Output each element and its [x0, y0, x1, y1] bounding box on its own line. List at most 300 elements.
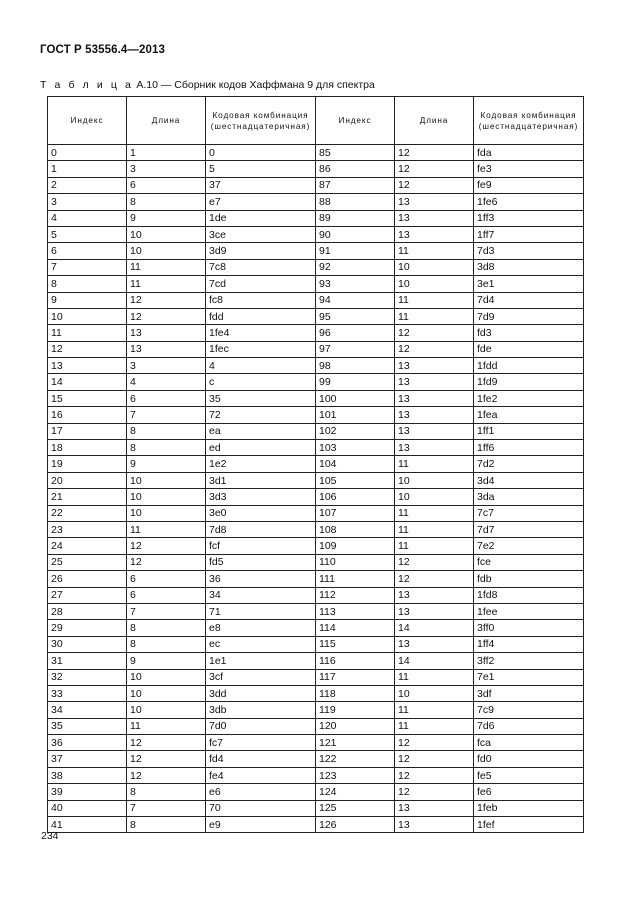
table-cell: 1fec [206, 341, 316, 357]
table-cell: 36 [206, 571, 316, 587]
table-row [48, 259, 584, 275]
table-cell: 13 [395, 603, 474, 619]
column-header-index: Индекс [316, 97, 395, 145]
table-cell: 1e1 [206, 653, 316, 669]
table-cell: fdd [206, 308, 316, 324]
table-cell: 28 [48, 603, 127, 619]
table-cell: 8 [127, 423, 206, 439]
table-cell: 7d0 [206, 718, 316, 734]
table-cell: 7d4 [474, 292, 584, 308]
table-cell: 8 [127, 620, 206, 636]
table-cell: 10 [395, 276, 474, 292]
table-cell: 13 [127, 325, 206, 341]
table-cell: 1feb [474, 800, 584, 816]
table-cell: 7d6 [474, 718, 584, 734]
table-row [48, 308, 584, 324]
table-row [48, 603, 584, 619]
table-cell: 3d4 [474, 472, 584, 488]
table-cell: 87 [316, 177, 395, 193]
table-cell: 3 [127, 358, 206, 374]
table-cell: 12 [127, 292, 206, 308]
table-caption-text: А.10 — Сборник кодов Хаффмана 9 для спектра [133, 79, 375, 91]
table-row [48, 374, 584, 390]
table-cell: fda [474, 145, 584, 161]
table-cell: 11 [395, 521, 474, 537]
table-cell: 12 [395, 571, 474, 587]
table-cell: 12 [127, 735, 206, 751]
table-cell: 9 [127, 456, 206, 472]
table-cell: 3d1 [206, 472, 316, 488]
table-cell: 126 [316, 817, 395, 833]
table-cell: 11 [395, 718, 474, 734]
table-cell: 95 [316, 308, 395, 324]
table-cell: fc7 [206, 735, 316, 751]
table-cell: 6 [127, 390, 206, 406]
column-header-index: Индекс [48, 97, 127, 145]
table-row [48, 407, 584, 423]
table-row [48, 554, 584, 570]
table-cell: 12 [127, 308, 206, 324]
table-cell: 7 [48, 259, 127, 275]
table-cell: 4 [127, 374, 206, 390]
table-cell: 1fd9 [474, 374, 584, 390]
table-row [48, 767, 584, 783]
table-cell: 4 [48, 210, 127, 226]
table-row [48, 161, 584, 177]
table-cell: e6 [206, 784, 316, 800]
table-cell: 8 [127, 784, 206, 800]
table-cell: 103 [316, 440, 395, 456]
huffman-code-table [47, 96, 584, 833]
table-cell: 7d9 [474, 308, 584, 324]
table-cell: e8 [206, 620, 316, 636]
table-cell: 7 [127, 603, 206, 619]
table-cell: 1 [127, 145, 206, 161]
table-cell: 102 [316, 423, 395, 439]
table-cell: 124 [316, 784, 395, 800]
table-cell: 12 [395, 145, 474, 161]
table-cell: 90 [316, 226, 395, 242]
table-cell: 97 [316, 341, 395, 357]
table-cell: 120 [316, 718, 395, 734]
table-cell: 3d8 [474, 259, 584, 275]
table-row [48, 702, 584, 718]
table-cell: 7d3 [474, 243, 584, 259]
table-cell: 116 [316, 653, 395, 669]
table-cell: 8 [127, 440, 206, 456]
table-cell: 117 [316, 669, 395, 685]
table-cell: 86 [316, 161, 395, 177]
table-cell: 94 [316, 292, 395, 308]
table-cell: 15 [48, 390, 127, 406]
table-cell: 12 [395, 735, 474, 751]
table-cell: 10 [395, 472, 474, 488]
table-cell: 3 [48, 194, 127, 210]
table-cell: 13 [395, 194, 474, 210]
table-cell: 89 [316, 210, 395, 226]
table-row [48, 587, 584, 603]
table-cell: 1fea [474, 407, 584, 423]
table-cell: 7d2 [474, 456, 584, 472]
table-row [48, 325, 584, 341]
table-cell: 32 [48, 669, 127, 685]
table-cell: 41 [48, 817, 127, 833]
table-caption-label: Т а б л и ц а [40, 79, 134, 91]
table-cell: 113 [316, 603, 395, 619]
table-cell: 24 [48, 538, 127, 554]
table-cell: fc8 [206, 292, 316, 308]
table-cell: fd4 [206, 751, 316, 767]
table-cell: 7 [127, 800, 206, 816]
table-cell: 12 [395, 554, 474, 570]
table-cell: 123 [316, 767, 395, 783]
table-cell: 10 [127, 702, 206, 718]
table-cell: 12 [395, 161, 474, 177]
table-cell: 13 [395, 358, 474, 374]
table-cell: 12 [127, 538, 206, 554]
table-cell: 1fe6 [474, 194, 584, 210]
table-cell: 27 [48, 587, 127, 603]
table-cell: 13 [48, 358, 127, 374]
table-cell: fcf [206, 538, 316, 554]
table-cell: 1fe4 [206, 325, 316, 341]
table-cell: 40 [48, 800, 127, 816]
table-cell: 10 [127, 669, 206, 685]
table-cell: 6 [127, 587, 206, 603]
table-cell: ed [206, 440, 316, 456]
table-cell: 4 [206, 358, 316, 374]
table-cell: 10 [395, 489, 474, 505]
table-row [48, 489, 584, 505]
table-cell: 1fd8 [474, 587, 584, 603]
table-cell: 9 [127, 653, 206, 669]
table-cell: 6 [127, 177, 206, 193]
table-cell: 37 [206, 177, 316, 193]
table-row [48, 636, 584, 652]
table-cell: 1e2 [206, 456, 316, 472]
table-cell: 12 [127, 554, 206, 570]
table-cell: 0 [206, 145, 316, 161]
table-cell: 16 [48, 407, 127, 423]
table-cell: e9 [206, 817, 316, 833]
table-cell: 34 [206, 587, 316, 603]
table-cell: 13 [395, 226, 474, 242]
table-cell: 10 [395, 685, 474, 701]
table-row [48, 571, 584, 587]
table-cell: 98 [316, 358, 395, 374]
table-row [48, 505, 584, 521]
table-cell: 11 [127, 521, 206, 537]
table-cell: 11 [395, 702, 474, 718]
table-cell: 21 [48, 489, 127, 505]
table-cell: fca [474, 735, 584, 751]
table-cell: 30 [48, 636, 127, 652]
table-cell: 8 [48, 276, 127, 292]
table-cell: 9 [127, 210, 206, 226]
table-row [48, 276, 584, 292]
table-cell: 12 [395, 177, 474, 193]
table-cell: 7d8 [206, 521, 316, 537]
table-cell: 12 [127, 751, 206, 767]
table-cell: 3ff2 [474, 653, 584, 669]
table-cell: 11 [127, 276, 206, 292]
table-cell: 106 [316, 489, 395, 505]
table-cell: 1 [48, 161, 127, 177]
table-cell: 7c7 [474, 505, 584, 521]
table-cell: ea [206, 423, 316, 439]
table-cell: 125 [316, 800, 395, 816]
table-cell: fe6 [474, 784, 584, 800]
table-row [48, 341, 584, 357]
table-cell: 18 [48, 440, 127, 456]
table-cell: 1ff1 [474, 423, 584, 439]
table-cell: 37 [48, 751, 127, 767]
table-row [48, 194, 584, 210]
table-row [48, 243, 584, 259]
table-cell: 3dd [206, 685, 316, 701]
table-cell: 3e0 [206, 505, 316, 521]
table-cell: 34 [48, 702, 127, 718]
table-cell: 36 [48, 735, 127, 751]
table-row [48, 817, 584, 833]
table-cell: fde [474, 341, 584, 357]
table-row [48, 390, 584, 406]
table-cell: 11 [395, 243, 474, 259]
table-cell: 6 [127, 571, 206, 587]
table-cell: fd0 [474, 751, 584, 767]
table-cell: 1fe2 [474, 390, 584, 406]
table-cell: 1fef [474, 817, 584, 833]
table-cell: 13 [395, 423, 474, 439]
table-cell: 11 [395, 669, 474, 685]
table-cell: 13 [395, 587, 474, 603]
table-row [48, 685, 584, 701]
column-header-codeword: Кодовая комбинация (шестнадцатеричная) [474, 97, 584, 145]
table-row [48, 423, 584, 439]
table-cell: 1ff6 [474, 440, 584, 456]
table-cell: 13 [395, 817, 474, 833]
column-header-length: Длина [127, 97, 206, 145]
table-cell: fdb [474, 571, 584, 587]
table-cell: 38 [48, 767, 127, 783]
table-cell: fce [474, 554, 584, 570]
table-cell: 88 [316, 194, 395, 210]
table-row [48, 784, 584, 800]
table-cell: 7cd [206, 276, 316, 292]
table-cell: 115 [316, 636, 395, 652]
table-cell: 92 [316, 259, 395, 275]
column-header-codeword: Кодовая комбинация (шестнадцатеричная) [206, 97, 316, 145]
table-cell: 31 [48, 653, 127, 669]
table-cell: 3 [127, 161, 206, 177]
table-cell: 122 [316, 751, 395, 767]
table-cell: 3ce [206, 226, 316, 242]
table-cell: 13 [395, 390, 474, 406]
table-cell: 12 [127, 767, 206, 783]
table-cell: 11 [395, 505, 474, 521]
table-cell: 39 [48, 784, 127, 800]
table-cell: 121 [316, 735, 395, 751]
table-cell: 101 [316, 407, 395, 423]
table-cell: 10 [127, 472, 206, 488]
table-cell: 13 [395, 407, 474, 423]
table-cell: 19 [48, 456, 127, 472]
table-cell: 8 [127, 636, 206, 652]
table-cell: 111 [316, 571, 395, 587]
table-cell: 12 [395, 751, 474, 767]
table-cell: 22 [48, 505, 127, 521]
table-cell: 29 [48, 620, 127, 636]
table-cell: 72 [206, 407, 316, 423]
table-cell: 1ff4 [474, 636, 584, 652]
table-cell: 20 [48, 472, 127, 488]
table-row [48, 751, 584, 767]
table-cell: 107 [316, 505, 395, 521]
table-row [48, 620, 584, 636]
table-cell: ec [206, 636, 316, 652]
table-cell: 10 [127, 243, 206, 259]
table-cell: 3df [474, 685, 584, 701]
table-cell: 9 [48, 292, 127, 308]
table-cell: 7e2 [474, 538, 584, 554]
table-cell: 2 [48, 177, 127, 193]
table-row [48, 669, 584, 685]
table-cell: 13 [395, 800, 474, 816]
table-cell: 6 [48, 243, 127, 259]
table-cell: 3db [206, 702, 316, 718]
table-row [48, 538, 584, 554]
table-row [48, 145, 584, 161]
table-cell: 12 [395, 767, 474, 783]
table-cell: 13 [395, 210, 474, 226]
table-cell: 5 [206, 161, 316, 177]
document-header: ГОСТ Р 53556.4—2013 [40, 44, 165, 56]
table-cell: 114 [316, 620, 395, 636]
table-cell: 110 [316, 554, 395, 570]
table-cell: 14 [395, 653, 474, 669]
table-row [48, 456, 584, 472]
table-cell: 91 [316, 243, 395, 259]
table-cell: c [206, 374, 316, 390]
table-row [48, 177, 584, 193]
table-row [48, 521, 584, 537]
table-cell: 14 [395, 620, 474, 636]
table-row [48, 472, 584, 488]
table-cell: 14 [48, 374, 127, 390]
table-cell: 12 [48, 341, 127, 357]
table-cell: 11 [48, 325, 127, 341]
table-cell: fd5 [206, 554, 316, 570]
table-cell: 13 [395, 374, 474, 390]
table-cell: e7 [206, 194, 316, 210]
table-cell: fe4 [206, 767, 316, 783]
table-cell: 11 [395, 308, 474, 324]
table-cell: 10 [127, 489, 206, 505]
table-cell: 10 [127, 505, 206, 521]
table-cell: 3ff0 [474, 620, 584, 636]
table-cell: 8 [127, 194, 206, 210]
table-cell: 0 [48, 145, 127, 161]
table-cell: 3e1 [474, 276, 584, 292]
table-cell: 3cf [206, 669, 316, 685]
table-cell: 7 [127, 407, 206, 423]
table-row [48, 735, 584, 751]
table-cell: 70 [206, 800, 316, 816]
table-cell: 71 [206, 603, 316, 619]
table-row [48, 292, 584, 308]
table-row [48, 800, 584, 816]
table-cell: 118 [316, 685, 395, 701]
table-cell: 99 [316, 374, 395, 390]
table-row [48, 653, 584, 669]
table-cell: 7c8 [206, 259, 316, 275]
table-cell: 7e1 [474, 669, 584, 685]
table-cell: 7d7 [474, 521, 584, 537]
table-cell: 33 [48, 685, 127, 701]
table-cell: 100 [316, 390, 395, 406]
table-body [48, 145, 584, 833]
table-cell: 11 [127, 718, 206, 734]
table-cell: 10 [127, 685, 206, 701]
table-cell: 3d3 [206, 489, 316, 505]
table-cell: 1fee [474, 603, 584, 619]
table-cell: 10 [395, 259, 474, 275]
table-cell: 1ff7 [474, 226, 584, 242]
table-row [48, 226, 584, 242]
page-number: 234 [41, 830, 59, 842]
table-cell: 119 [316, 702, 395, 718]
table-cell: 12 [395, 784, 474, 800]
table-cell: 11 [127, 259, 206, 275]
table-cell: 3d9 [206, 243, 316, 259]
table-cell: 1ff3 [474, 210, 584, 226]
table-cell: 1de [206, 210, 316, 226]
table-cell: 105 [316, 472, 395, 488]
column-header-length: Длина [395, 97, 474, 145]
table-cell: 104 [316, 456, 395, 472]
table-cell: 11 [395, 292, 474, 308]
table-cell: 11 [395, 456, 474, 472]
table-cell: 17 [48, 423, 127, 439]
table-cell: 25 [48, 554, 127, 570]
table-header-row [48, 97, 584, 145]
table-cell: 7c9 [474, 702, 584, 718]
table-row [48, 718, 584, 734]
table-cell: 13 [395, 440, 474, 456]
table-cell: 108 [316, 521, 395, 537]
table-cell: 12 [395, 325, 474, 341]
table-cell: 11 [395, 538, 474, 554]
table-cell: 10 [127, 226, 206, 242]
table-cell: 93 [316, 276, 395, 292]
table-cell: 35 [48, 718, 127, 734]
table-cell: fe9 [474, 177, 584, 193]
table-cell: 5 [48, 226, 127, 242]
table-cell: 23 [48, 521, 127, 537]
table-cell: fe5 [474, 767, 584, 783]
table-cell: 109 [316, 538, 395, 554]
table-row [48, 440, 584, 456]
table-cell: 1fdd [474, 358, 584, 374]
table-caption [40, 79, 375, 91]
table-row [48, 210, 584, 226]
table-cell: 13 [127, 341, 206, 357]
table-row [48, 358, 584, 374]
table-cell: 112 [316, 587, 395, 603]
table-cell: fd3 [474, 325, 584, 341]
table-cell: 10 [48, 308, 127, 324]
table-cell: 3da [474, 489, 584, 505]
